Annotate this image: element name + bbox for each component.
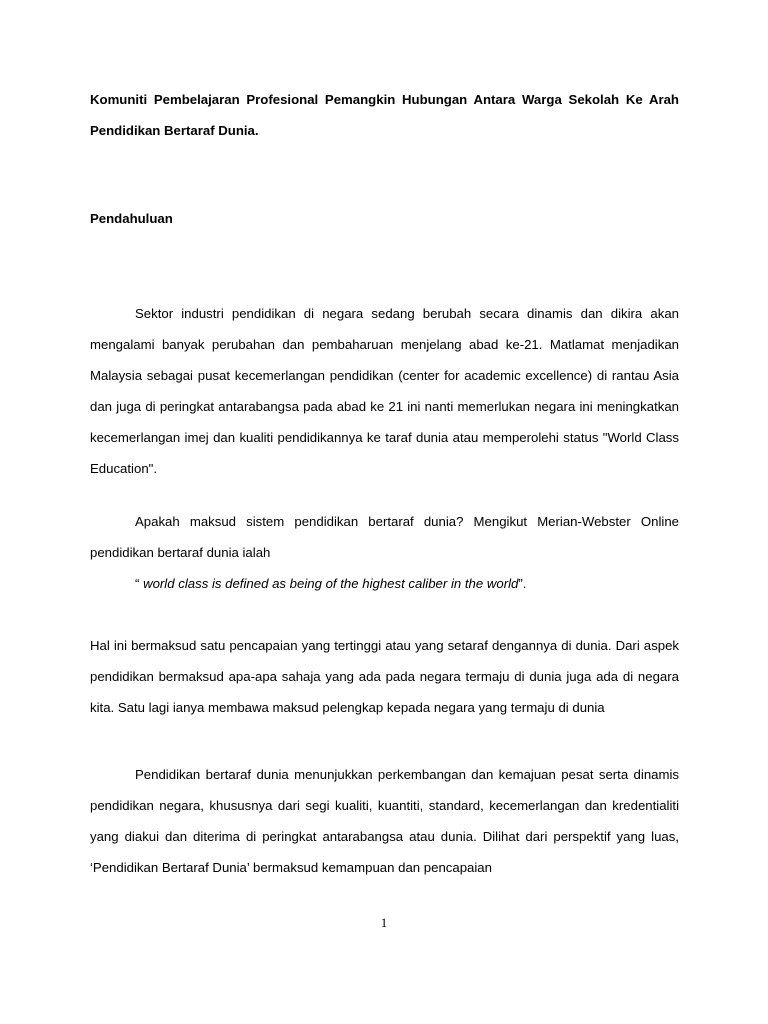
paragraph-meaning: Hal ini bermaksud satu pencapaian yang tertinggi atau yang setaraf dengannya di dunia. Dari aspek pendidikan bermaksud apa-apa sahaja yang ada pada negara termaju di dunia juga ada di negara kita. Satu lagi ianya membawa maksud pelengkap kepada negara yang termaju di dunia [90, 638, 679, 715]
paragraph-introduction: Sektor industri pendidikan di negara sedang berubah secara dinamis dan dikira akan mengalami banyak perubahan dan pembaharuan menjelang abad ke-21. Matlamat menjadikan Malaysia sebagai pusat kecemerlangan pendidikan (center for academic excellence) di rantau Asia dan juga di peringkat antarabangsa pada abad ke 21 ini nanti memerlukan negara ini meningkatkan kecemerlangan imej dan kualiti pendidikannya ke taraf dunia atau memperolehi status "World Class Education". [90, 306, 679, 476]
section-heading: Pendahuluan [90, 211, 173, 226]
quote-open-mark: “ [135, 576, 144, 591]
quote-text: world class is defined as being of the highest caliber in the world [143, 576, 519, 591]
paragraph-world-class-education: Pendidikan bertaraf dunia menunjukkan perkembangan dan kemajuan pesat serta dinamis pendidikan negara, khususnya dari segi kualiti, kuantiti, standard, kecemerlangan dan kredentialiti yang diakui dan diterima di peringkat antarabangsa atau dunia. Dilihat dari perspektif yang luas, ‘Pendidikan Bertaraf Dunia’ bermaksud kemampuan dan pencapaian [90, 767, 679, 875]
quote-close-mark: ”. [518, 576, 527, 591]
page-number: 1 [380, 915, 388, 930]
paragraph-definition-question: Apakah maksud sistem pendidikan bertaraf dunia? Mengikut Merian-Webster Online pendidikan bertaraf dunia ialah [90, 514, 679, 560]
document-title: Komuniti Pembelajaran Profesional Pemangkin Hubungan Antara Warga Sekolah Ke Arah Pendidikan Bertaraf Dunia. [90, 92, 679, 138]
definition-quote [135, 568, 526, 599]
